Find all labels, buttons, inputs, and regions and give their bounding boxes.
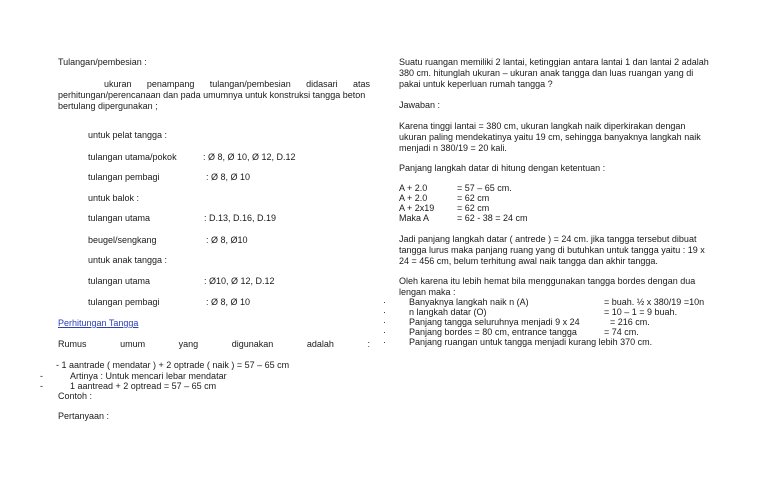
question-line-1: Suatu ruangan memiliki 2 lantai, ketinggian antara lantai 1 dan lantai 2 adalah [399,57,709,67]
bordes-line-1: Oleh karena itu lebih hemat bila menggunakan tangga bordes dengan dua [399,276,696,286]
answer-line-2: ukuran paling mendekatinya yaitu 19 cm, sehingga banyaknya langkah naik [399,132,701,142]
pertanyaan-label: Pertanyaan : [58,411,110,421]
paragraph-line-3: bertulang dipergunakan ; [58,101,158,111]
row-label: tulangan pembagi [88,297,160,307]
group-title-pelat: untuk pelat tangga : [88,130,168,140]
row-label: tulangan utama [88,213,151,223]
formula-line-2: Artinya : Untuk mencari lebar mendatar [70,371,227,381]
bullet-dot: · [383,337,386,347]
row-label: tulangan utama [88,276,151,286]
conclusion-line-2: tangga lurus maka panjang ruang yang di butuhkan untuk tangga yaitu : 19 x [399,245,705,255]
question-line-3: pakai untuk keperluan rumah tangga ? [399,79,553,89]
rumus-word: digunakan [231,339,274,349]
rumus-word: Rumus [58,339,87,349]
rumus-word: adalah [306,339,334,349]
bullet-label: Banyaknya langkah naik n (A) [409,297,529,307]
calc-lhs: A + 2.0 [399,183,428,193]
paragraph-word: ukuran [104,79,132,89]
calc-rhs: = 57 – 65 cm. [457,183,512,193]
row-value: : Ø 8, Ø 10 [206,172,251,182]
bullet-dot: · [383,307,386,317]
answer-line-1: Karena tinggi lantai = 380 cm, ukuran langkah naik diperkirakan dengan [399,121,686,131]
rumus-word: : [367,339,370,349]
rumus-word: umum [120,339,146,349]
formula-line-3: 1 aantread + 2 optread = 57 – 65 cm [70,381,217,391]
step-length-text: Panjang langkah datar di hitung dengan ketentuan : [399,163,606,173]
bullet-label: Panjang ruangan untuk tangga menjadi kurang lebih 370 cm. [409,337,653,347]
calc-rhs: = 62 cm [457,203,490,213]
perhitungan-tangga-link[interactable]: Perhitungan Tangga [58,318,139,328]
reinforcement-heading: Tulangan/pembesian : [58,57,147,67]
row-value: : Ø 8, Ø10 [206,235,248,245]
bullet-dash: - [40,371,43,381]
group-title-balok: untuk balok : [88,193,140,203]
row-value: : D.13, D.16, D.19 [204,213,277,223]
rumus-line [58,339,370,350]
bullet-value: = 216 cm. [610,317,650,327]
calc-rhs: = 62 - 38 = 24 cm [457,213,528,223]
bullet-dash: - [40,381,43,391]
calc-rhs: = 62 cm [457,193,490,203]
paragraph-word: tulangan/pembesian [209,79,291,89]
bullet-value: = buah. ½ x 380/19 =10n [604,297,705,307]
bullet-label: n langkah datar (O) [409,307,487,317]
row-label: tulangan pembagi [88,172,160,182]
row-label: tulangan utama/pokok [88,152,177,162]
row-value: : Ø10, Ø 12, D.12 [204,276,275,286]
calc-lhs: A + 2x19 [399,203,435,213]
row-label: beugel/sengkang [88,235,157,245]
group-title-anak-tangga: untuk anak tangga : [88,255,168,265]
answer-line-3: menjadi n 380/19 = 20 kali. [399,143,507,153]
conclusion-line-3: 24 = 456 cm, belum terhitung awal naik tangga dan akhir tangga. [399,256,658,266]
bullet-dot: · [383,297,386,307]
calc-lhs: Maka A [399,213,430,223]
contoh-label: Contoh : [58,391,93,401]
conclusion-line-1: Jadi panjang langkah datar ( antrede ) = 24 cm. jika tangga tersebut dibuat [399,234,697,244]
row-value: : Ø 8, Ø 10, Ø 12, D.12 [203,152,296,162]
bullet-label: Panjang tangga seluruhnya menjadi 9 x 24 [409,317,580,327]
jawaban-label: Jawaban : [399,100,441,110]
bullet-label: Panjang bordes = 80 cm, entrance tangga [409,327,577,337]
paragraph-word: penampang [146,79,195,89]
bullet-dot: · [383,317,386,327]
paragraph-line-2: perhitungan/perencanaan dan pada umumnya untuk konstruksi tangga beton [58,90,366,100]
paragraph-word: didasari [306,79,338,89]
formula-line-1: - 1 aantrade ( mendatar ) + 2 optrade ( naik ) = 57 – 65 cm [56,360,290,370]
bullet-value: = 74 cm. [604,327,639,337]
calc-lhs: A + 2.0 [399,193,428,203]
paragraph-word: atas [352,79,370,89]
row-value: : Ø 8, Ø 10 [206,297,251,307]
rumus-word: yang [178,339,199,349]
bullet-dot: · [383,327,386,337]
question-line-2: 380 cm. hitunglah ukuran – ukuran anak tangga dan luas ruangan yang di [399,68,694,78]
paragraph-line-1 [104,79,370,90]
bordes-line-2: lengan maka : [399,287,456,297]
bullet-value: = 10 – 1 = 9 buah. [604,307,678,317]
